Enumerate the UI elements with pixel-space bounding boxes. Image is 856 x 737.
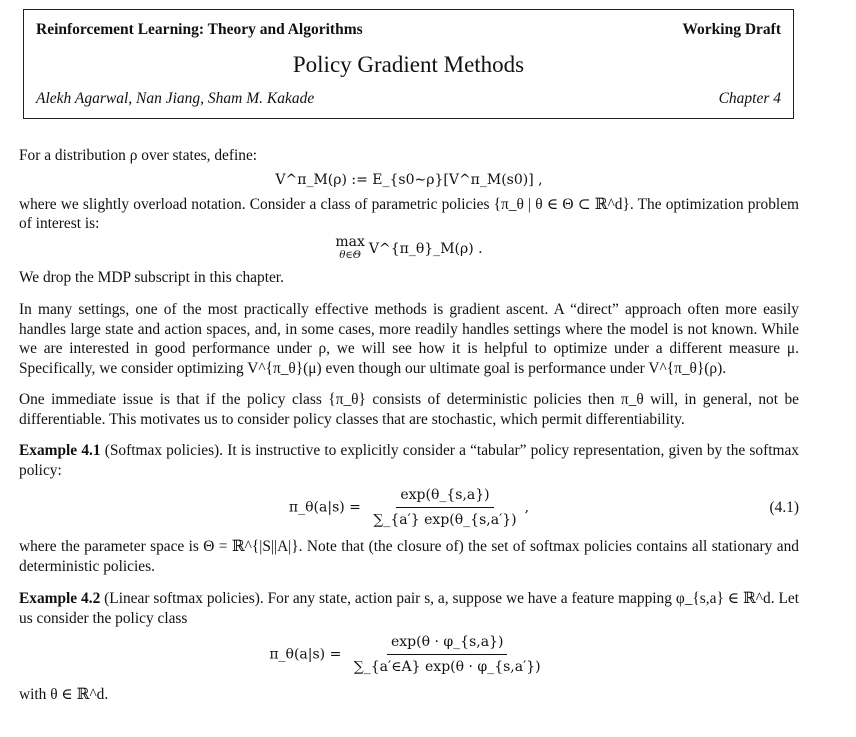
example-4-1-text: It is instructive to explicitly consider a “tabular” policy representation, given by the softmax policy: [19,442,799,479]
paragraph-6: where the parameter space is Θ = ℝ^{|S||A|}. Note that (the closure of) the set of softmax policies contains all stationary and deterministic policies. [19,538,799,575]
paragraph-1: For a distribution ρ over states, define: [19,147,258,164]
equation-value-def: V^π_M(ρ) := E_{s0∼ρ}[V^π_M(s0)] , [275,171,543,188]
equation-objective: max θ∈Θ V^{π_θ}_M(ρ) . [335,233,483,261]
header-top-row [36,21,781,39]
example-4-2-name: (Linear softmax policies). [104,590,264,607]
equation-softmax: π_θ(a|s) = $\frac{\exp(\theta\_\{s,a\})}{\sum\_\{a'\} \exp(\theta\_\{s,a'\})}$ , (4.1) [19,484,799,531]
equation-linear-softmax: π_θ(a|s) = $\frac{\exp(\theta \cdot \varphi\_\{s,a\})}{\sum\_\{a'\in A\} \exp(\theta \cdot \varphi\_\{s,a'\})}$ [19,631,799,678]
draft-status: Working Draft [682,21,781,38]
chapter-title: Policy Gradient Methods [292,52,525,77]
paragraph-7: with θ ∈ ℝ^d. [19,686,109,703]
example-4-1 [19,441,799,480]
paragraph-3: We drop the MDP subscript in this chapter. [19,268,284,286]
chapter-header-box [23,9,794,119]
example-4-1-name: (Softmax policies). [104,442,224,459]
example-4-1-label: Example 4.1 [19,442,101,459]
page-body [19,146,799,705]
max-operator: max θ∈Θ [335,233,365,261]
linear-softmax-fraction: $\frac{\exp(\theta \cdot \varphi\_\{s,a\})}{\sum\_\{a'\in A\} \exp(\theta \cdot \varphi\_\{s,a'\})}$ [350,631,545,678]
paragraph-4: In many settings, one of the most practically effective methods is gradient ascent. A “direct” approach often more easily handles large state and action spaces, and, in some cases, more readily handles settings where the model is not known. While we are interested in good performance under ρ, we will see how it is helpful to optimize under a different measure μ. Specifically, we consider optimizing V^{π_θ}(μ) even though our ultimate goal is performance under V^{π_θ}(ρ). [19,301,799,377]
paragraph-5: One immediate issue is that if the policy class {π_θ} consists of deterministic policies then π_θ will, in general, not be differentiable. This motivates us to consider policy classes that are stochastic, which permit differentiability. [19,391,799,428]
chapter-number: Chapter 4 [718,90,781,107]
softmax-fraction: $\frac{\exp(\theta\_\{s,a\})}{\sum\_\{a'\} \exp(\theta\_\{s,a'\})}$ [369,484,520,531]
example-4-2-label: Example 4.2 [19,590,101,607]
paragraph-2: where we slightly overload notation. Consider a class of parametric policies {π_θ | θ ∈ Θ ⊂ ℝ^d}. The optimization problem of interest is: [19,195,799,232]
header-bottom-row [36,90,781,108]
book-title: Reinforcement Learning: Theory and Algorithms [36,21,363,38]
authors: Alekh Agarwal, Nan Jiang, Sham M. Kakade [36,90,315,107]
equation-number: (4.1) [769,498,799,516]
example-4-2 [19,589,799,628]
example-4-2-text: For any state, action pair s, a, suppose we have a feature mapping φ_{s,a} ∈ ℝ^d. Let us consider the policy class [19,590,799,627]
